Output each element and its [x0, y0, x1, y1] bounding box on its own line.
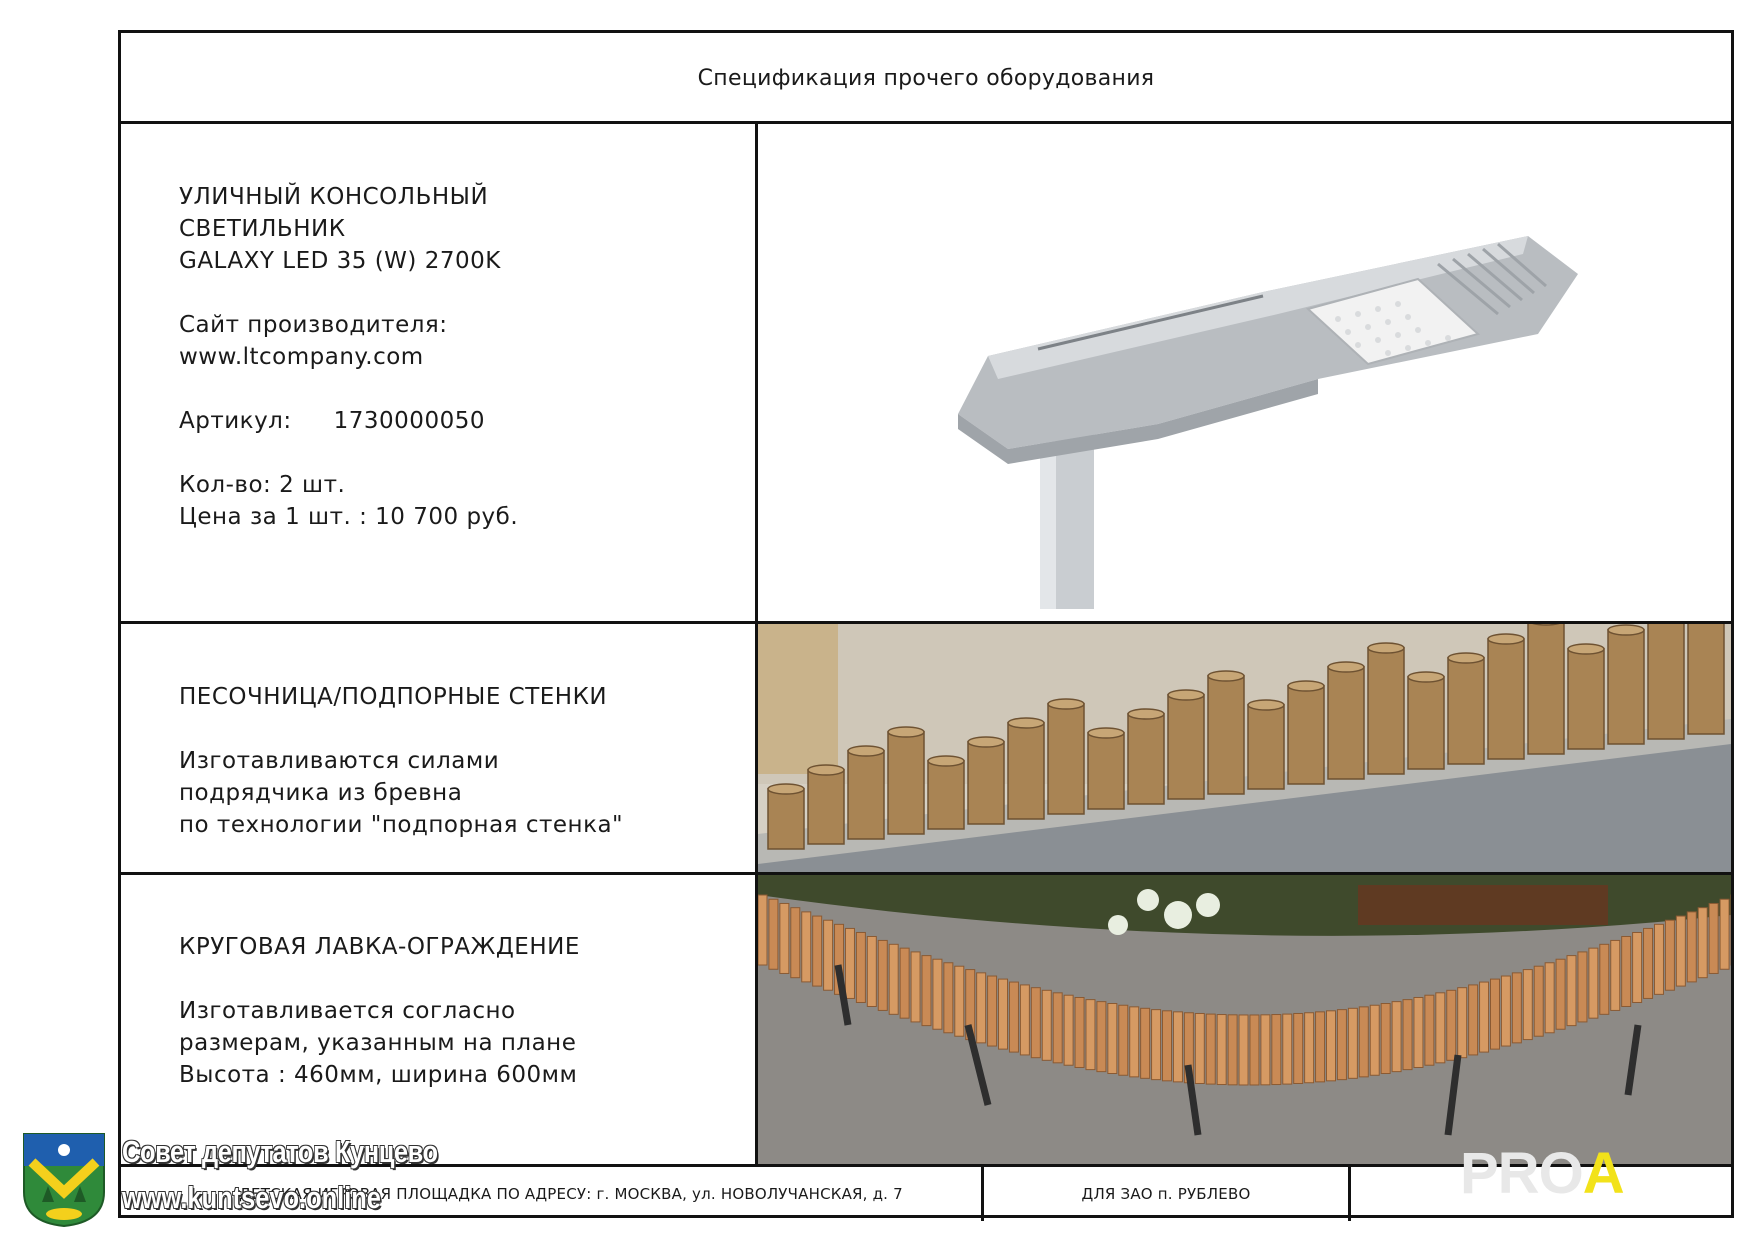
- bench-desc-line: Изготавливается согласно: [179, 998, 516, 1024]
- bench-name: КРУГОВАЯ ЛАВКА-ОГРАЖДЕНИЕ: [179, 934, 580, 960]
- sandbox-name: ПЕСОЧНИЦА/ПОДПОРНЫЕ СТЕНКИ: [179, 684, 608, 710]
- page-title: Спецификация прочего оборудования: [697, 65, 1155, 91]
- footer-address: ДЕТСКАЯ ИГРОВАЯ ПЛОЩАДКА ПО АДРЕСУ: г. МОСКВА, ул. НОВОЛУЧАНСКАЯ, д. 7: [239, 1185, 903, 1203]
- lamp-name-line: GALAXY LED 35 (W) 2700K: [179, 248, 501, 274]
- divider: [1348, 1164, 1351, 1221]
- sandbox-spec: [179, 681, 623, 841]
- watermark-url: www.kuntsevo.online: [122, 1180, 381, 1215]
- watermark-title: Совет депутатов Кунцево: [122, 1134, 438, 1169]
- proa-logo: PROA: [1460, 1141, 1624, 1206]
- coat-of-arms-icon: [22, 1132, 106, 1228]
- quantity: Кол-во: 2 шт.: [179, 472, 346, 498]
- spec-sheet-frame: [118, 30, 1734, 1218]
- article-value: 1730000050: [333, 408, 485, 434]
- sandbox-wall-image: [758, 624, 1731, 872]
- bench-spec: [179, 931, 580, 1091]
- circular-bench-image: [758, 875, 1731, 1164]
- watermark: [22, 1128, 442, 1228]
- article-label: Артикул:: [179, 408, 292, 434]
- bench-desc-line: размерам, указанным на плане: [179, 1030, 577, 1056]
- sandbox-desc-line: по технологии "подпорная стенка": [179, 812, 624, 838]
- site-url: www.ltcompany.com: [179, 344, 424, 370]
- sandbox-desc-line: подрядчика из бревна: [179, 780, 463, 806]
- footer-client: ДЛЯ ЗАО п. РУБЛЕВО: [1081, 1185, 1251, 1203]
- site-label: Сайт производителя:: [179, 312, 448, 338]
- lamp-name-line: СВЕТИЛЬНИК: [179, 216, 346, 242]
- price: Цена за 1 шт. : 10 700 руб.: [179, 504, 519, 530]
- lamp-spec: [179, 181, 518, 533]
- sandbox-desc-line: Изготавливаются силами: [179, 748, 500, 774]
- bench-desc-line: Высота : 460мм, ширина 600мм: [179, 1062, 578, 1088]
- lamp-name-line: УЛИЧНЫЙ КОНСОЛЬНЫЙ: [179, 184, 489, 210]
- lamp-image: [758, 124, 1731, 621]
